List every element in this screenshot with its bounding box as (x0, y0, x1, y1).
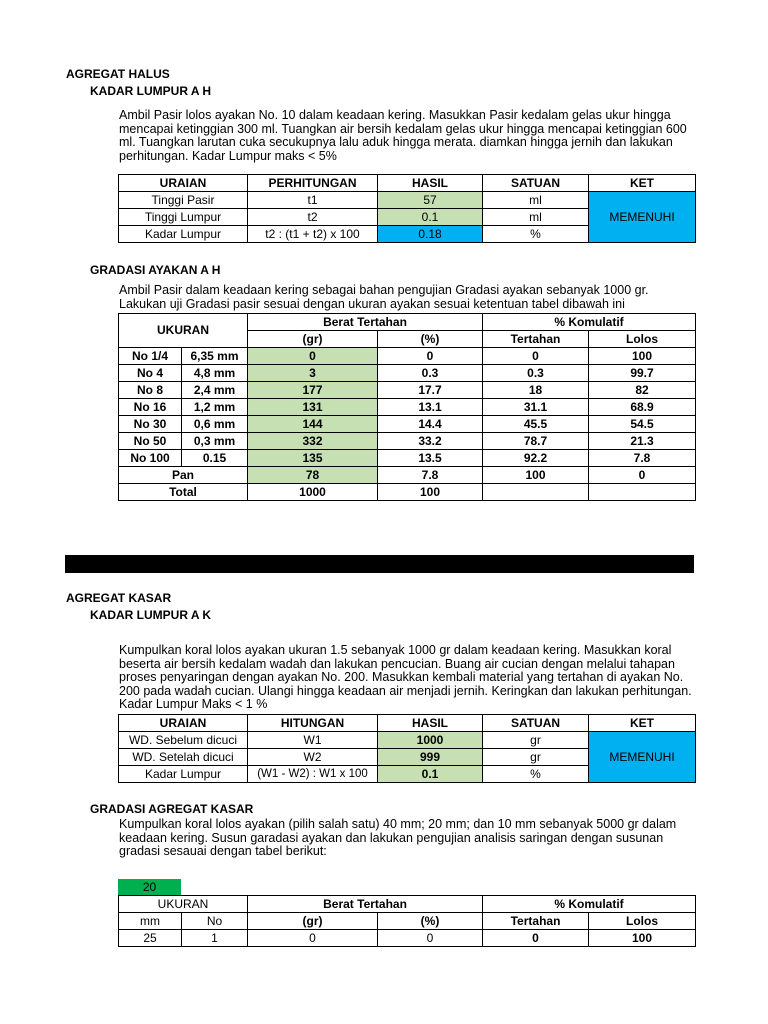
header-cell: URAIAN (119, 715, 248, 732)
table-row (119, 365, 696, 382)
table-header-row (119, 715, 696, 732)
cell: Tinggi Lumpur (119, 209, 248, 226)
cell: 0 (483, 930, 589, 947)
header-cell: Berat Tertahan (248, 896, 483, 913)
cell: 33.2 (378, 433, 483, 450)
cell: 25 (119, 930, 182, 947)
cell: No 1/4 (119, 348, 182, 365)
cell: 17.7 (378, 382, 483, 399)
gradasi-ah-table (118, 313, 696, 501)
cell: Total (119, 484, 248, 501)
header-cell: (gr) (248, 913, 378, 930)
table-row (119, 416, 696, 433)
table-row-total (119, 484, 696, 501)
cell: 100 (589, 348, 696, 365)
section-title-agregat-halus: AGREGAT HALUS (66, 67, 170, 81)
header-cell: SATUAN (483, 715, 589, 732)
subsection-title-kadar-lumpur-ah: KADAR LUMPUR A H (90, 84, 212, 98)
table-header-row (119, 175, 696, 192)
cell: 0 (378, 930, 483, 947)
cell (483, 484, 589, 501)
cell: 100 (378, 484, 483, 501)
cell: 54.5 (589, 416, 696, 433)
result-cell: 1000 (378, 732, 483, 749)
header-cell: Tertahan (483, 331, 589, 348)
cell: No 8 (119, 382, 182, 399)
cell: 82 (589, 382, 696, 399)
result-cell-selected: 0.18 (378, 226, 483, 243)
instruction-paragraph: Kumpulkan koral lolos ayakan ukuran 1.5 sebanyak 1000 gr dalam keadaan kering. Masukkan koral beserta air bersih kedalam wadah dan lakukan pencucian. Buang air cucian dengan melalui tahapan proses penyaringan dengan ayakan No. 200. Masukkan kembali material yang tertahan di ayakan No. 200 pada wadah cucian. Ulangi hingga keadaan air menjadi jernih. Keringkan dan lakukan perhitungan. Kadar Lumpur Maks < 1 % (119, 643, 692, 711)
cell: 68.9 (589, 399, 696, 416)
table-header-row (119, 896, 696, 913)
section-title-gradasi-agregat-kasar: GRADASI AGREGAT KASAR (90, 802, 254, 816)
table-header-row (119, 913, 696, 930)
table-row (119, 382, 696, 399)
cell: gr (483, 749, 589, 766)
result-cell: 57 (378, 192, 483, 209)
cell: 0.3 (378, 365, 483, 382)
header-cell: PERHITUNGAN (248, 175, 378, 192)
cell: 0 (483, 348, 589, 365)
cell: 3 (248, 365, 378, 382)
kadar-lumpur-ak-table (118, 714, 696, 783)
selected-size-cell[interactable]: 20 (118, 879, 181, 895)
cell: 99.7 (589, 365, 696, 382)
header-cell: (%) (378, 913, 483, 930)
table-row-pan (119, 467, 696, 484)
cell: Tinggi Pasir (119, 192, 248, 209)
cell: 0 (589, 467, 696, 484)
cell: Kadar Lumpur (119, 226, 248, 243)
cell: 31.1 (483, 399, 589, 416)
table-row (119, 399, 696, 416)
instruction-paragraph: Kumpulkan koral lolos ayakan (pilih salah satu) 40 mm; 20 mm; dan 10 mm sebanyak 5000 gr dalam keadaan kering. Susun garadasi ayakan dan lakukan pengujian analisis saringan dengan susunan gradasi sesauai dengan tabel berikut: (119, 817, 677, 858)
header-cell: No (182, 913, 248, 930)
cell: Pan (119, 467, 248, 484)
cell: No 4 (119, 365, 182, 382)
cell: WD. Sebelum dicuci (119, 732, 248, 749)
cell: 0.3 (483, 365, 589, 382)
cell: 14.4 (378, 416, 483, 433)
cell: t2 (248, 209, 378, 226)
cell: t2 : (t1 + t2) x 100 (248, 226, 378, 243)
cell: 0 (378, 348, 483, 365)
cell: WD. Setelah dicuci (119, 749, 248, 766)
cell: ml (483, 209, 589, 226)
cell: (W1 - W2) : W1 x 100 (248, 766, 378, 783)
cell: gr (483, 732, 589, 749)
cell: 21.3 (589, 433, 696, 450)
cell: 4,8 mm (182, 365, 248, 382)
cell: 7.8 (378, 467, 483, 484)
cell: 0,3 mm (182, 433, 248, 450)
cell: 0,6 mm (182, 416, 248, 433)
cell: ml (483, 192, 589, 209)
header-cell: HITUNGAN (248, 715, 378, 732)
cell: 13.5 (378, 450, 483, 467)
cell: Kadar Lumpur (119, 766, 248, 783)
table-row (119, 930, 696, 947)
header-cell: HASIL (378, 715, 483, 732)
cell: 332 (248, 433, 378, 450)
cell (589, 484, 696, 501)
header-cell: Lolos (589, 913, 696, 930)
ket-status-cell: MEMENUHI (589, 192, 696, 243)
cell: % (483, 226, 589, 243)
gradasi-ak-table (118, 895, 696, 947)
cell: 0.15 (182, 450, 248, 467)
instruction-paragraph: Ambil Pasir lolos ayakan No. 10 dalam keadaan kering. Masukkan Pasir kedalam gelas ukur hingga mencapai ketinggian 300 ml. Tuangkan air bersih kedalam gelas ukur hingga mencapai ketinggian 600 ml. Tuangkan larutan cuka secukupnya lalu aduk hingga merata. diamkan hingga jernih dan lakukan perhitungan. Kadar Lumpur maks < 5% (119, 108, 687, 163)
cell: 45.5 (483, 416, 589, 433)
result-cell: 999 (378, 749, 483, 766)
header-cell: UKURAN (119, 314, 248, 348)
table-row (119, 433, 696, 450)
header-cell: Tertahan (483, 913, 589, 930)
header-cell: SATUAN (483, 175, 589, 192)
cell: 78.7 (483, 433, 589, 450)
cell: 6,35 mm (182, 348, 248, 365)
cell: 177 (248, 382, 378, 399)
table-row (119, 348, 696, 365)
header-cell: (%) (378, 331, 483, 348)
cell: 1 (182, 930, 248, 947)
result-cell: 0.1 (378, 209, 483, 226)
header-cell: % Komulatif (483, 896, 696, 913)
cell: 92.2 (483, 450, 589, 467)
table-header-row (119, 314, 696, 331)
cell: No 50 (119, 433, 182, 450)
cell: 144 (248, 416, 378, 433)
cell: 131 (248, 399, 378, 416)
cell: 78 (248, 467, 378, 484)
cell: No 30 (119, 416, 182, 433)
ket-status-cell: MEMENUHI (589, 732, 696, 783)
cell: W1 (248, 732, 378, 749)
header-cell: mm (119, 913, 182, 930)
header-cell: % Komulatif (483, 314, 696, 331)
cell: 100 (483, 467, 589, 484)
cell: % (483, 766, 589, 783)
cell: 7.8 (589, 450, 696, 467)
header-cell: (gr) (248, 331, 378, 348)
header-cell: KET (589, 175, 696, 192)
section-title-gradasi-ah: GRADASI AYAKAN A H (90, 263, 221, 277)
header-cell: Berat Tertahan (248, 314, 483, 331)
header-cell: URAIAN (119, 175, 248, 192)
cell: No 16 (119, 399, 182, 416)
header-cell: Lolos (589, 331, 696, 348)
cell: 2,4 mm (182, 382, 248, 399)
cell: 1000 (248, 484, 378, 501)
cell: 0 (248, 930, 378, 947)
cell: 18 (483, 382, 589, 399)
kadar-lumpur-ah-table (118, 174, 696, 243)
header-cell: KET (589, 715, 696, 732)
result-cell: 0.1 (378, 766, 483, 783)
subsection-title-kadar-lumpur-ak: KADAR LUMPUR A K (90, 608, 212, 622)
cell: 100 (589, 930, 696, 947)
header-cell: HASIL (378, 175, 483, 192)
section-divider (65, 555, 694, 573)
cell: No 100 (119, 450, 182, 467)
cell: 13.1 (378, 399, 483, 416)
instruction-paragraph: Ambil Pasir dalam keadaan kering sebagai bahan pengujian Gradasi ayakan sebanyak 1000 gr. Lakukan uji Gradasi pasir sesuai dengan ukuran ayakan sesuai ketentuan tabel dibawah ini (119, 283, 649, 311)
table-row (119, 732, 696, 749)
cell: t1 (248, 192, 378, 209)
cell: W2 (248, 749, 378, 766)
table-row (119, 192, 696, 209)
table-row (119, 450, 696, 467)
section-title-agregat-kasar: AGREGAT KASAR (66, 591, 172, 605)
cell: 0 (248, 348, 378, 365)
cell: 135 (248, 450, 378, 467)
header-cell: UKURAN (119, 896, 248, 913)
cell: 1,2 mm (182, 399, 248, 416)
